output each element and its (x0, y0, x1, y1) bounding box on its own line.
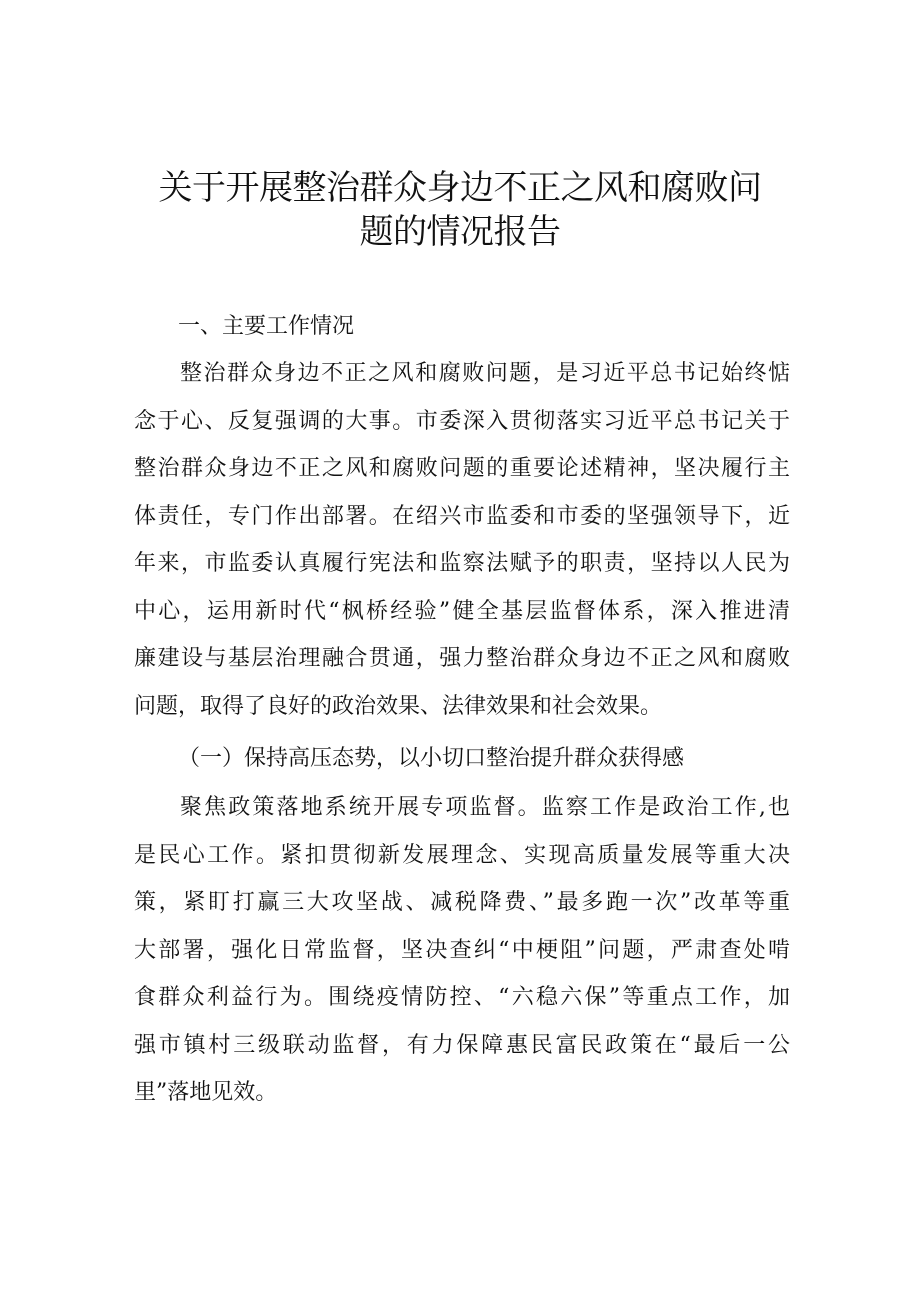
title-line-2: 题的情况报告 (359, 212, 561, 252)
section-heading-main-work: 一、主要工作情况 (178, 314, 355, 339)
paragraph-line: 整治群众身边不正之风和腐败问题的重要论述精神，坚决履行主 (134, 456, 790, 481)
title-line-1: 关于开展整治群众身边不正之风和腐败问 (158, 168, 762, 208)
paragraph-line: 是民心工作。紧扣贯彻新发展理念、实现高质量发展等重大决 (134, 842, 790, 868)
paragraph-line: 念于心、反复强调的大事。市委深入贯彻落实习近平总书记关于 (134, 408, 790, 434)
paragraph-line: 年来，市监委认真履行宪法和监察法赋予的职责，坚持以人民为 (134, 551, 790, 576)
paragraph-line: 大部署，强化日常监督，坚决查纠“中梗阻”问题，严肃查处啃 (134, 937, 790, 963)
paragraph-line: 食群众利益行为。围绕疫情防控、“六稳六保”等重点工作，加 (134, 985, 790, 1010)
subsection-heading-high-pressure: （一）保持高压态势，以小切口整治提升群众获得感 (178, 746, 685, 771)
paragraph-line: 策，紧盯打赢三大攻坚战、减税降费、”最多跑一次”改革等重 (134, 890, 790, 915)
paragraph-intro (134, 350, 790, 730)
paragraph-line: 廉建设与基层治理融合贯通，强力整治群众身边不正之风和腐败 (134, 646, 790, 671)
paragraph-line: 强市镇村三级联动监督，有力保障惠民富民政策在“最后一公 (134, 1032, 790, 1058)
paragraph-line: 问题，取得了良好的政治效果、法律效果和社会效果。 (134, 693, 663, 719)
paragraph-line: 体责任，专门作出部署。在绍兴市监委和市委的坚强领导下，近 (134, 503, 790, 529)
paragraph-line: 整治群众身边不正之风和腐败问题，是习近平总书记始终惦 (180, 361, 790, 386)
document-title (130, 166, 790, 254)
paragraph-line: 中心，运用新时代“枫桥经验”健全基层监督体系，深入推进清 (134, 598, 790, 624)
paragraph-line: 聚焦政策落地系统开展专项监督。监察工作是政治工作,也 (180, 795, 790, 820)
paragraph-policy-supervision (134, 784, 790, 1117)
paragraph-line: 里”落地见效。 (134, 1080, 278, 1105)
